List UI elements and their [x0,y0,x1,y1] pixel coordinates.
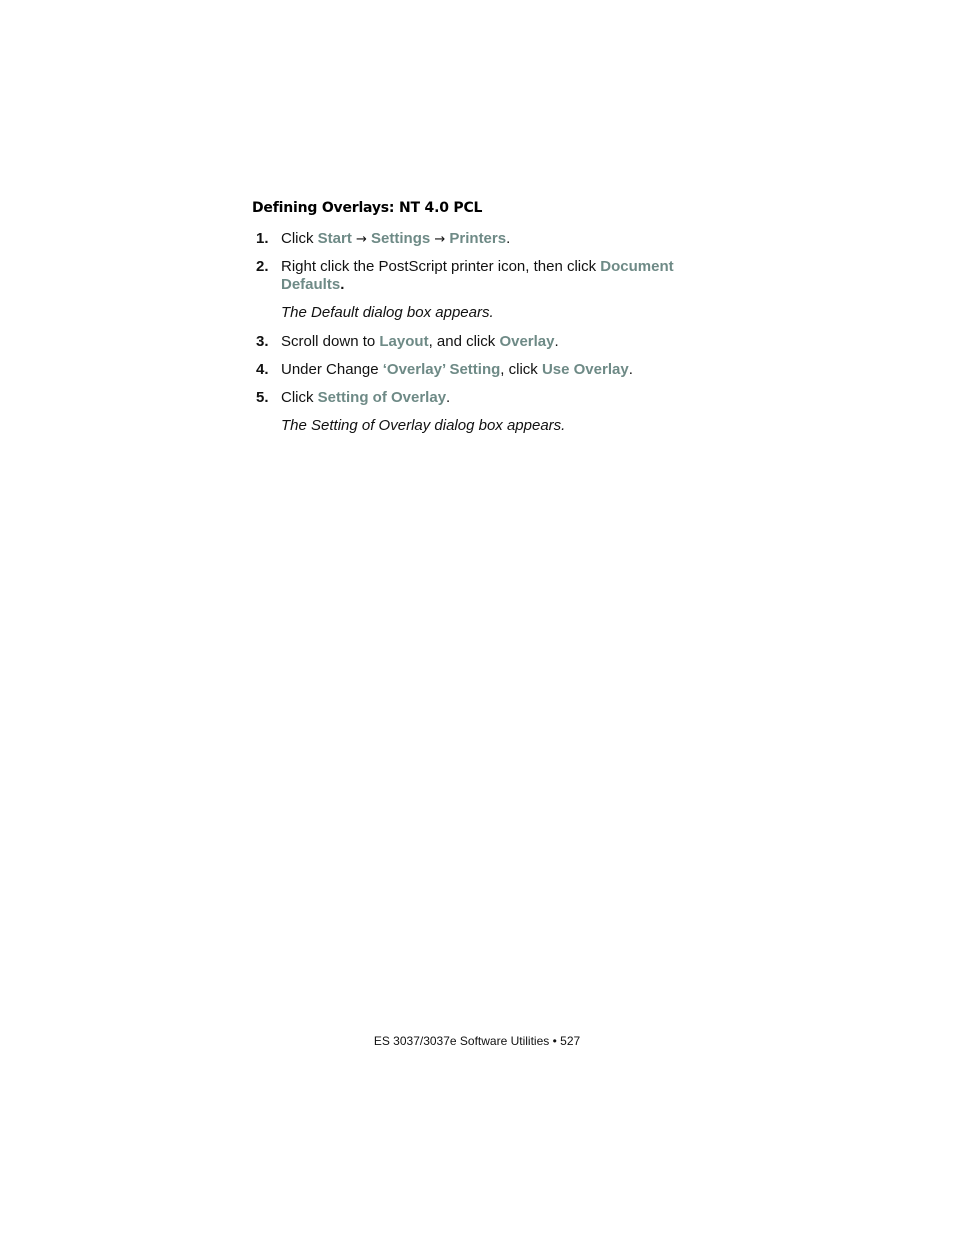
step-text [281,361,711,379]
step-text-run: , and click [428,333,500,350]
step-text [281,389,711,407]
layout-link: Layout [379,333,429,350]
page-footer [0,1034,954,1049]
step-text-run: . [446,389,451,406]
arrow-right-icon: → [430,232,450,247]
note-default-dialog: The Default dialog box appears. [281,304,494,321]
step-text-run: Scroll down to [281,333,380,350]
step-text-run: Click [281,230,318,247]
step-text [281,230,711,249]
step-text-run: Under Change [281,361,383,378]
step-text-run: Right click the PostScript printer icon, then click [281,258,601,275]
use-overlay-link: Use Overlay [541,361,629,378]
step-text-run: , click [500,361,542,378]
menu-settings-link: Settings [371,230,431,247]
step-number: 3. [256,333,269,350]
step-text-run: Click [281,389,318,406]
arrow-right-icon: → [351,232,372,247]
step-text [281,333,711,351]
step-text [281,258,701,294]
setting-of-overlay-link: Setting of Overlay [317,389,447,406]
section-heading: Defining Overlays: NT 4.0 PCL [252,200,483,216]
footer-title: ES 3037/3037e Software Utilities [373,1034,550,1048]
step-text-run: . [554,333,559,350]
page-number: 527 [560,1034,581,1048]
step-text-run: . [340,276,345,293]
step-number: 4. [256,361,269,378]
menu-start-link: Start [317,230,352,247]
document-defaults-link: Document Defaults [281,258,674,293]
step-number: 1. [256,230,269,247]
note-setting-dialog: The Setting of Overlay dialog box appears. [281,417,566,434]
footer-bullet: • [549,1034,561,1048]
overlay-setting-link: ‘Overlay’ Setting [382,361,501,378]
step-number: 5. [256,389,269,406]
step-number: 2. [256,258,269,275]
overlay-link: Overlay [499,333,555,350]
step-text-run: . [628,361,633,378]
step-text-run: . [506,230,511,247]
menu-printers-link: Printers [449,230,507,247]
